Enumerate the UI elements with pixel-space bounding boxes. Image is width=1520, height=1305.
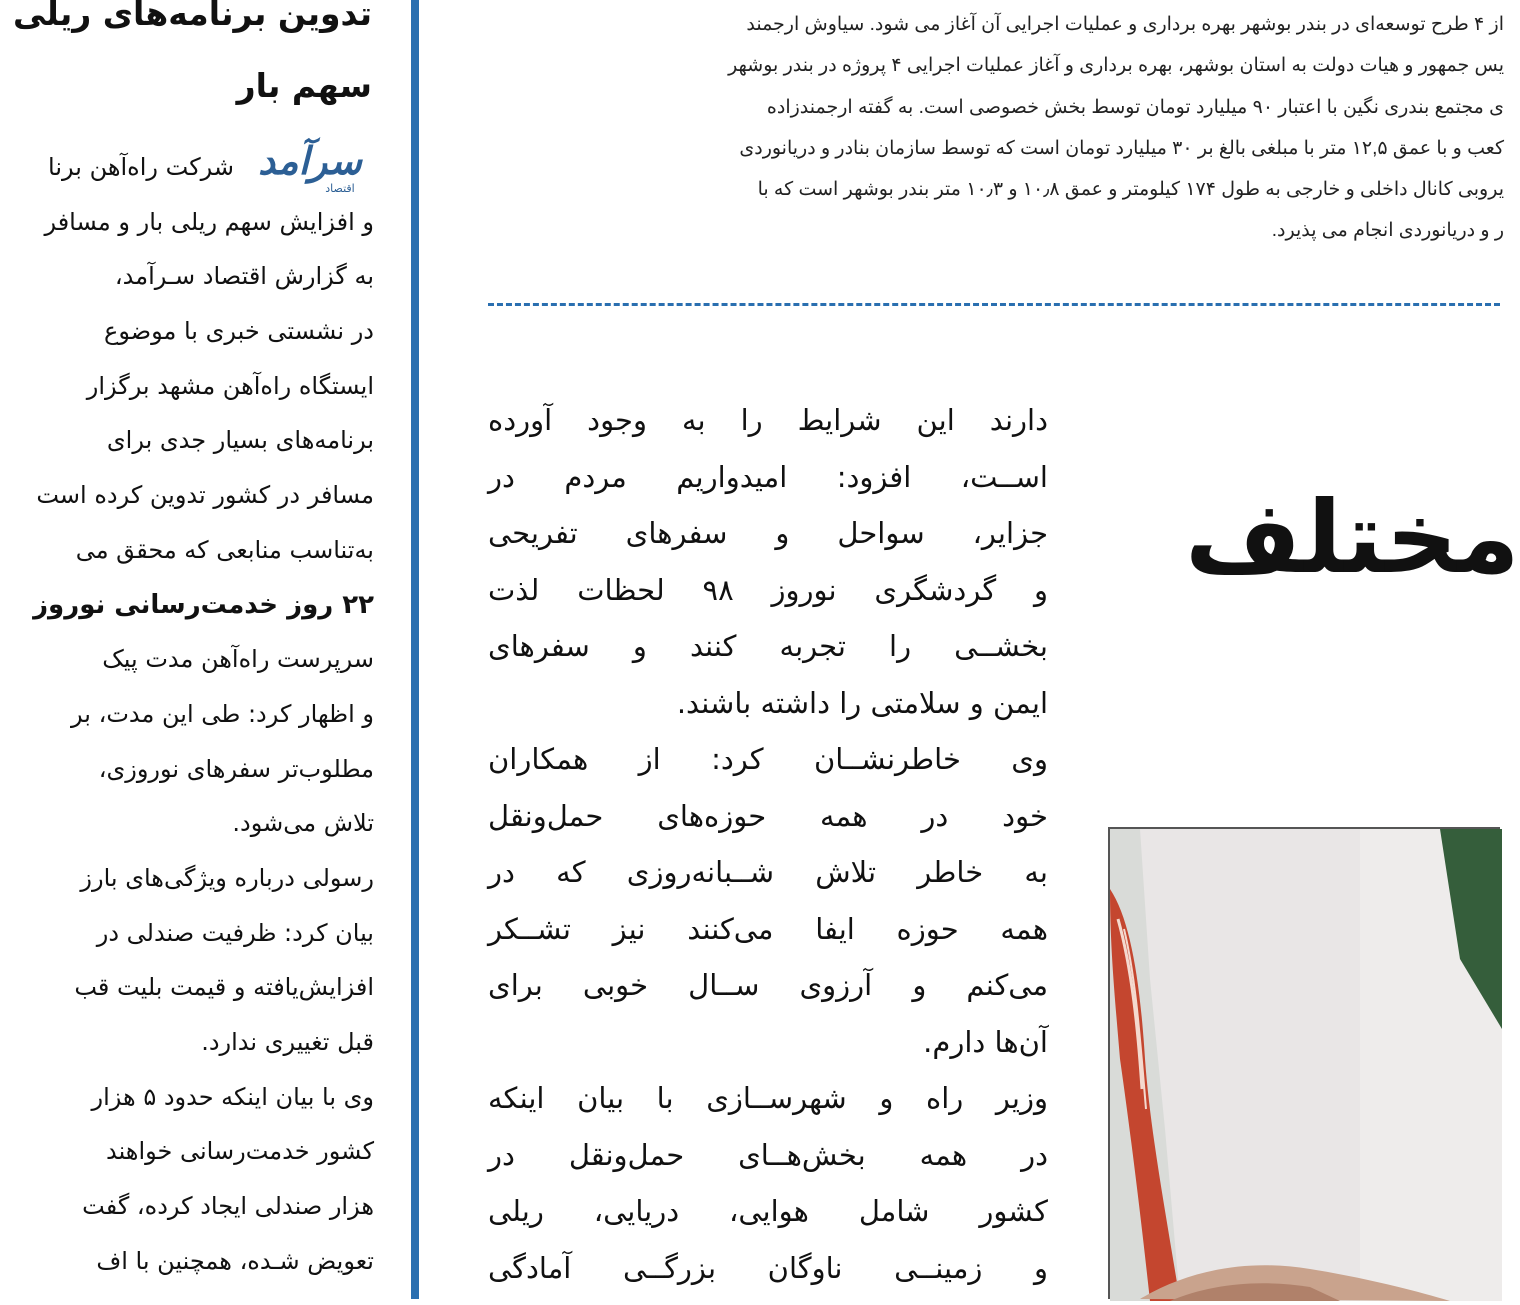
left-body-line: در نشستی خبری با موضوع xyxy=(104,317,374,346)
article-text-line: و زمینــی ناوگان بزرگــی آمادگی xyxy=(488,1250,1048,1285)
left-body-line: وی با بیان اینکه حدود ۵ هزار xyxy=(91,1082,374,1111)
left-body-line: رسولی درباره ویژگی‌های بارز xyxy=(80,863,374,892)
left-body-line: و اظهار کرد: طی این مدت، بر xyxy=(71,699,374,728)
left-body-line: مطلوب‌تر سفرهای نوروزی، xyxy=(98,754,374,783)
article-text-line: وی خاطرنشــان کرد: از همکاران xyxy=(488,742,1048,776)
middle-article-text xyxy=(488,392,1048,1296)
left-body-line: به‌تناسب منابعی که محقق می xyxy=(75,535,374,564)
news-text-line: کعب و با عمق ۱۲,۵ متر با مبلغی بالغ بر ۳۰ میلیارد تومان است که توسط سازمان بنادر و دریانوردی xyxy=(739,137,1504,159)
left-body-line: شرکت راه‌آهن برنا xyxy=(48,153,234,181)
photo-graphic xyxy=(1110,829,1502,1301)
left-body-line: ایستگاه راه‌آهن مشهد برگزار xyxy=(86,371,374,400)
left-body-line: افزایش‌یافته و قیمت بلیت قب xyxy=(74,973,374,1002)
article-text-line: همه حوزه ایفا می‌کنند نیز تشــکر xyxy=(488,911,1048,946)
article-text-line: ایمن و سلامتی را داشته باشند. xyxy=(676,685,1048,720)
left-body-line: سرپرست راه‌آهن مدت پیک xyxy=(102,645,374,674)
article-text-line: به خاطر تلاش شــبانه‌روزی که در xyxy=(488,855,1048,889)
large-headline-word: مختلف xyxy=(1185,479,1520,596)
article-text-line: خود در همه حوزه‌های حمل‌ونقل xyxy=(488,798,1048,833)
left-article-body xyxy=(0,140,374,1288)
article-text-line: بخشــی را تجربه کنند و سفرهای xyxy=(488,629,1048,663)
left-body-line: مسافر در کشور تدوین کرده است xyxy=(36,481,374,510)
article-text-line: کشور شامل هوایی، دریایی، ریلی xyxy=(488,1194,1048,1228)
column-divider-rule xyxy=(411,0,419,1299)
article-text-line: و گردشگری نوروز ۹۸ لحظات لذت xyxy=(488,572,1048,607)
bushehr-port-news xyxy=(484,0,1504,300)
logo-script-text: سرآمد xyxy=(258,138,362,183)
logo-sub-text: اقتصاد xyxy=(325,182,355,195)
dashed-section-divider xyxy=(488,303,1500,306)
article-text-line: دارند این شرایط را به وجود آورده xyxy=(488,403,1048,437)
news-photo xyxy=(1108,827,1500,1299)
article-text-line: در همه بخش‌هــای حمل‌ونقل در xyxy=(488,1137,1048,1172)
left-body-line: کشور خدمت‌رسانی خواهند xyxy=(105,1137,374,1166)
article-text-line: اســت، افزود: امیدواریم مردم در xyxy=(488,459,1048,494)
left-body-line: هزار صندلی ایجاد کرده، گفت xyxy=(82,1192,374,1221)
news-text-line: از ۴ طرح توسعه‌ای در بندر بوشهر بهره برداری و عملیات اجرایی آن آغاز می شود. سیاوش ارجمند xyxy=(746,14,1504,35)
article-text-line: آن‌ها دارم. xyxy=(923,1024,1048,1059)
news-text-line: ر و دریانوردی انجام می پذیرد. xyxy=(1271,220,1504,242)
news-text-line: ی مجتمع بندری نگین با اعتبار ۹۰ میلیارد تومان توسط بخش خصوصی است. به گفته ارجمندزاده xyxy=(766,96,1504,118)
left-body-line: تلاش می‌شود. xyxy=(232,809,374,838)
left-headline-line-1: تدوین برنامه‌های ریلی xyxy=(13,0,372,33)
left-headline-line-2: سهم بار xyxy=(236,66,372,105)
article-text-line: جزایر، سواحل و سفرهای تفریحی xyxy=(488,516,1048,550)
article-text-line: می‌کنم و آرزوی ســال خوبی برای xyxy=(488,968,1048,1002)
left-body-line: قبل تغییری ندارد. xyxy=(201,1028,374,1056)
news-text-line: یروبی کانال داخلی و خارجی به طول ۱۷۴ کیلومتر و عمق ۱۰٫۸ و ۱۰٫۳ متر بندر بوشهر است که با xyxy=(757,179,1504,201)
bushehr-news-text xyxy=(728,0,1504,252)
left-body-line: به گزارش اقتصاد سـرآمد، xyxy=(114,262,374,291)
left-body-line: و افزایش سهم ریلی بار و مسافر xyxy=(44,207,374,236)
left-subheading: ۲۲ روز خدمت‌رسانی نوروز xyxy=(33,589,374,620)
left-article xyxy=(0,0,380,1299)
left-body-line: تعویض شـده، همچنین با اف xyxy=(96,1246,374,1275)
article-text-line: وزیر راه و شهرســازی با بیان اینکه xyxy=(488,1081,1048,1115)
left-body-line: برنامه‌های بسیار جدی برای xyxy=(106,426,374,455)
news-text-line: یس جمهور و هیات دولت به استان بوشهر، بهره برداری و آغاز عملیات اجرایی ۴ پروژه در بندر بوشهر xyxy=(728,55,1504,77)
left-body-line: بیان کرد: ظرفیت صندلی در xyxy=(96,918,374,947)
